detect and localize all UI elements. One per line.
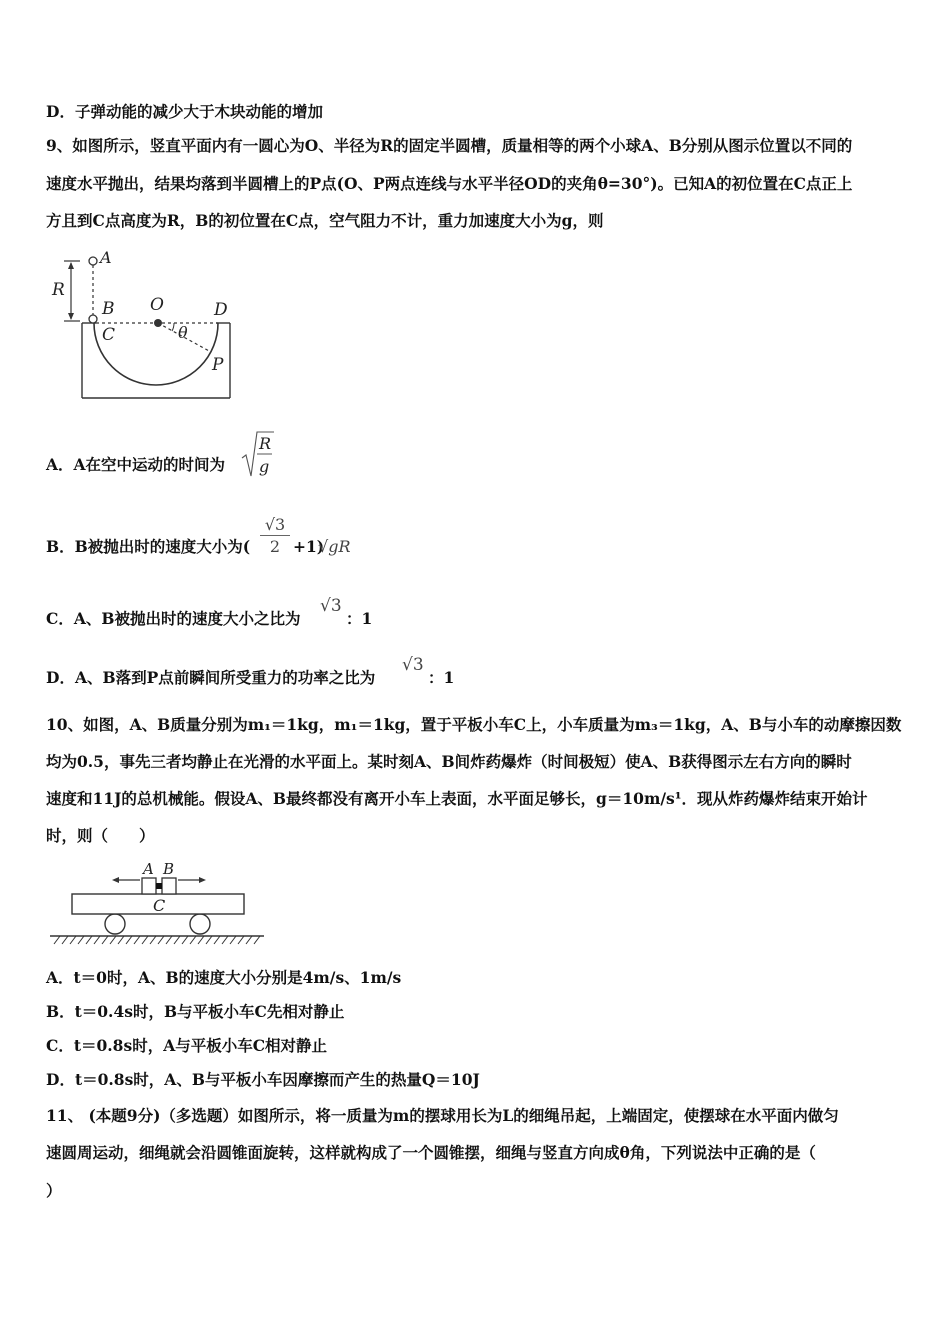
formula-r: R <box>259 434 272 453</box>
ground-hatch <box>54 936 260 944</box>
q9-option-b-frac <box>260 515 290 558</box>
q9-option-a-text: A．A在空中运动的时间为 <box>46 455 226 474</box>
label-d: D <box>214 300 228 320</box>
block-a <box>142 878 156 894</box>
q10-stem-line-1: 10、如图，A、B质量分别为m₁＝1kg，m₁＝1kg，置于平板小车C上，小车质量为m₃＝1kg，A、B与小车的动摩擦因数 <box>46 715 902 734</box>
label-b: B <box>163 860 175 878</box>
q9-stem-line-2: 速度水平抛出，结果均落到半圆槽上的P点(O、P两点连线与水平半径OD的夹角θ=30°)。已知A的初位置在C点正上 <box>46 174 853 193</box>
q10-stem-line-3: 速度和11J的总机械能。假设A、B最终都没有离开小车上表面，水平面足够长，g＝10m/s¹．现从炸药爆炸结束开始计 <box>46 789 868 808</box>
ball-b <box>89 315 97 323</box>
frac-denominator: 2 <box>260 535 290 558</box>
label-a: A <box>143 860 154 878</box>
label-c: C <box>153 896 166 915</box>
explosive <box>156 883 162 889</box>
q10-stem-line-2: 均为0.5，事先三者均静止在光滑的水平面上。某时刻A、B间炸药爆炸（时间极短）使A、B获得图示左右方向的瞬时 <box>46 752 852 771</box>
q10-option-a: A．t＝0时，A、B的速度大小分别是4m/s、1m/s <box>46 968 402 987</box>
ball-a <box>89 257 97 265</box>
q9-option-b-sqrt: √gR <box>318 537 351 556</box>
angle-arc <box>172 323 174 331</box>
arrow-left-head <box>112 877 119 883</box>
label-b: B <box>102 299 115 319</box>
q9-option-b-tail: +1) <box>293 537 325 556</box>
dimension-arrow-up <box>68 262 74 269</box>
wheel-left <box>105 914 125 934</box>
label-a: A <box>100 248 112 267</box>
q9-option-d-text: D．A、B落到P点前瞬间所受重力的功率之比为 <box>46 668 376 687</box>
q9-stem-line-1: 9、如图所示，竖直平面内有一圆心为O、半径为R的固定半圆槽，质量相等的两个小球A、B分别从图示位置以不同的 <box>46 136 853 155</box>
label-r: R <box>52 280 65 300</box>
arrow-right-head <box>199 877 206 883</box>
dimension-arrow-down <box>68 313 74 320</box>
q8-option-d: D．子弹动能的减少大于木块动能的增加 <box>46 102 323 121</box>
q9-option-c-text: C．A、B被抛出时的速度大小之比为 <box>46 609 301 628</box>
q11-stem-line-3: ） <box>46 1181 62 1200</box>
q9-option-c-tail: ：1 <box>346 609 373 628</box>
formula-g: g <box>259 457 270 476</box>
q10-stem-line-4: 时，则（ ） <box>46 826 155 845</box>
label-theta: θ <box>178 323 188 342</box>
q11-stem-line-2: 速圆周运动，细绳就会沿圆锥面旋转，这样就构成了一个圆锥摆，细绳与竖直方向成θ角，下列说法中正确的是（ <box>46 1143 816 1162</box>
q10-option-b: B．t＝0.4s时，B与平板小车C先相对静止 <box>46 1002 345 1021</box>
q9-figure <box>46 248 246 403</box>
center-o-dot <box>154 319 162 327</box>
label-p: P <box>212 355 224 375</box>
frac-numerator: √3 <box>264 515 286 534</box>
q9-option-b-text: B．B被抛出时的速度大小为( <box>46 537 251 556</box>
q9-option-d-sqrt: √3 <box>402 655 424 675</box>
q9-option-a-formula <box>240 428 276 480</box>
q11-stem-line-1: 11、 (本题9分)（多选题）如图所示，将一质量为m的摆球用长为L的细绳吊起，上端固定，使摆球在水平面内做匀 <box>46 1106 839 1125</box>
q9-stem-line-3: 方且到C点高度为R，B的初位置在C点，空气阻力不计，重力加速度大小为g，则 <box>46 211 604 230</box>
wheel-right <box>190 914 210 934</box>
block-b <box>162 878 176 894</box>
label-c: C <box>102 325 116 345</box>
q10-option-d: D．t＝0.8s时，A、B与平板小车因摩擦而产生的热量Q＝10J <box>46 1070 480 1089</box>
q9-option-d-tail: ：1 <box>428 668 455 687</box>
q9-option-c-sqrt: √3 <box>320 596 342 616</box>
label-o: O <box>150 295 164 315</box>
q10-option-c: C．t＝0.8s时，A与平板小车C相对静止 <box>46 1036 328 1055</box>
q10-figure <box>50 858 270 950</box>
